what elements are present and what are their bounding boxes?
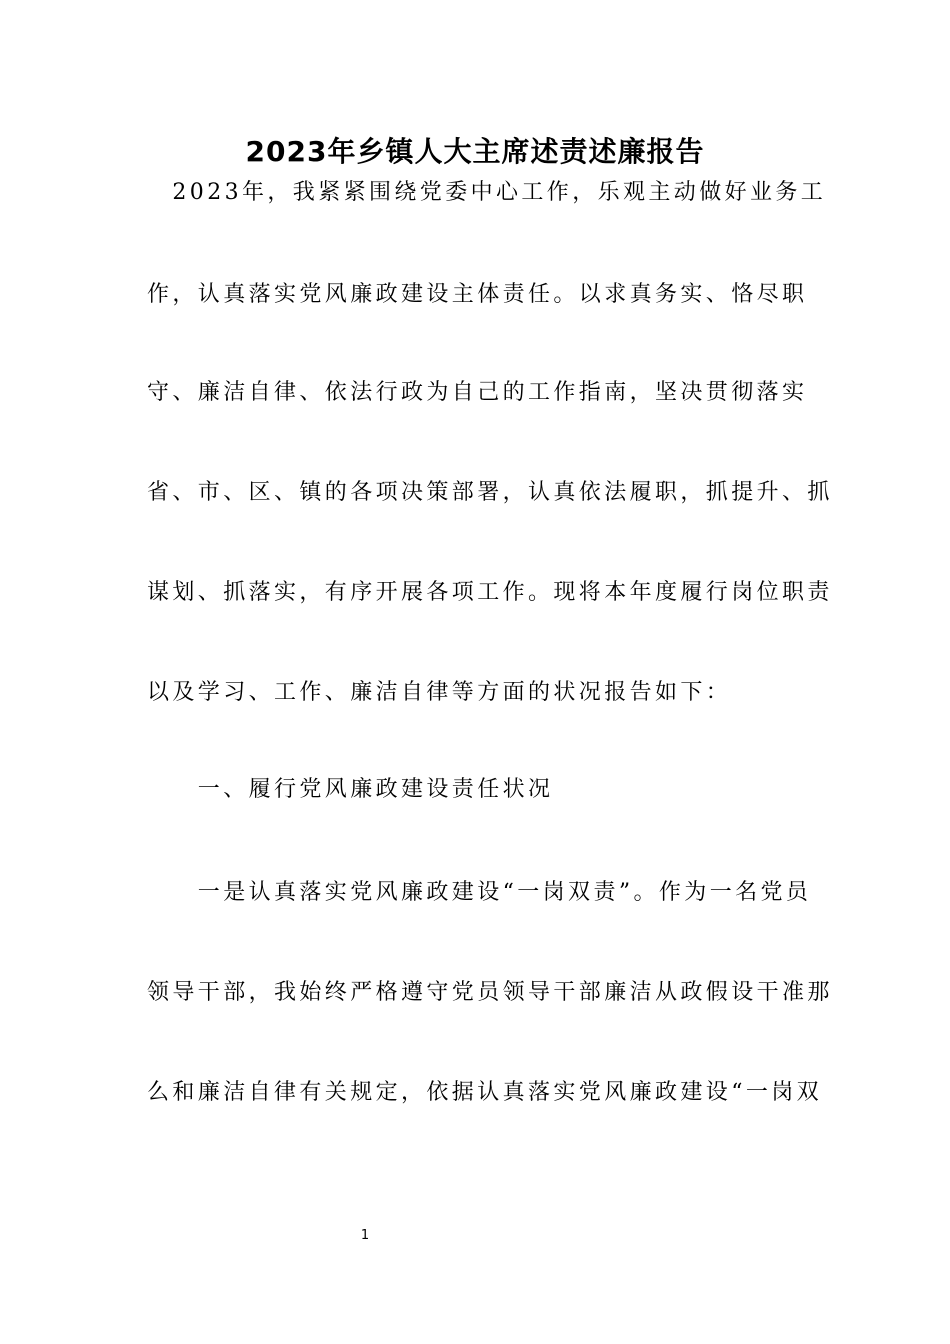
document-title: 2023年乡镇人大主席述责述廉报告 [245, 135, 705, 168]
section-heading: 一、履行党风廉政建设责任状况 [147, 777, 554, 802]
paragraph-line: 一是认真落实党风廉政建设“一岗双责”。作为一名党员 [147, 880, 812, 905]
paragraph-line: 领导干部，我始终严格遵守党员领导干部廉洁从政假设干准那 [147, 980, 833, 1005]
paragraph-line: 谋划、抓落实，有序开展各项工作。现将本年度履行岗位职责 [147, 580, 833, 605]
paragraph-line: 么和廉洁自律有关规定，依据认真落实党风廉政建设“一岗双 [147, 1080, 823, 1105]
paragraph-line: 作，认真落实党风廉政建设主体责任。以求真务实、恪尽职 [147, 282, 808, 307]
paragraph-line: 2023年，我紧紧围绕党委中心工作，乐观主动做好业务工 [147, 180, 827, 205]
paragraph-line: 守、廉洁自律、依法行政为自己的工作指南，坚决贯彻落实 [147, 380, 808, 405]
paragraph-line: 省、市、区、镇的各项决策部署，认真依法履职，抓提升、抓 [147, 480, 833, 505]
page-number: 1 [360, 1228, 370, 1243]
paragraph-line: 以及学习、工作、廉洁自律等方面的状况报告如下： [147, 680, 732, 705]
